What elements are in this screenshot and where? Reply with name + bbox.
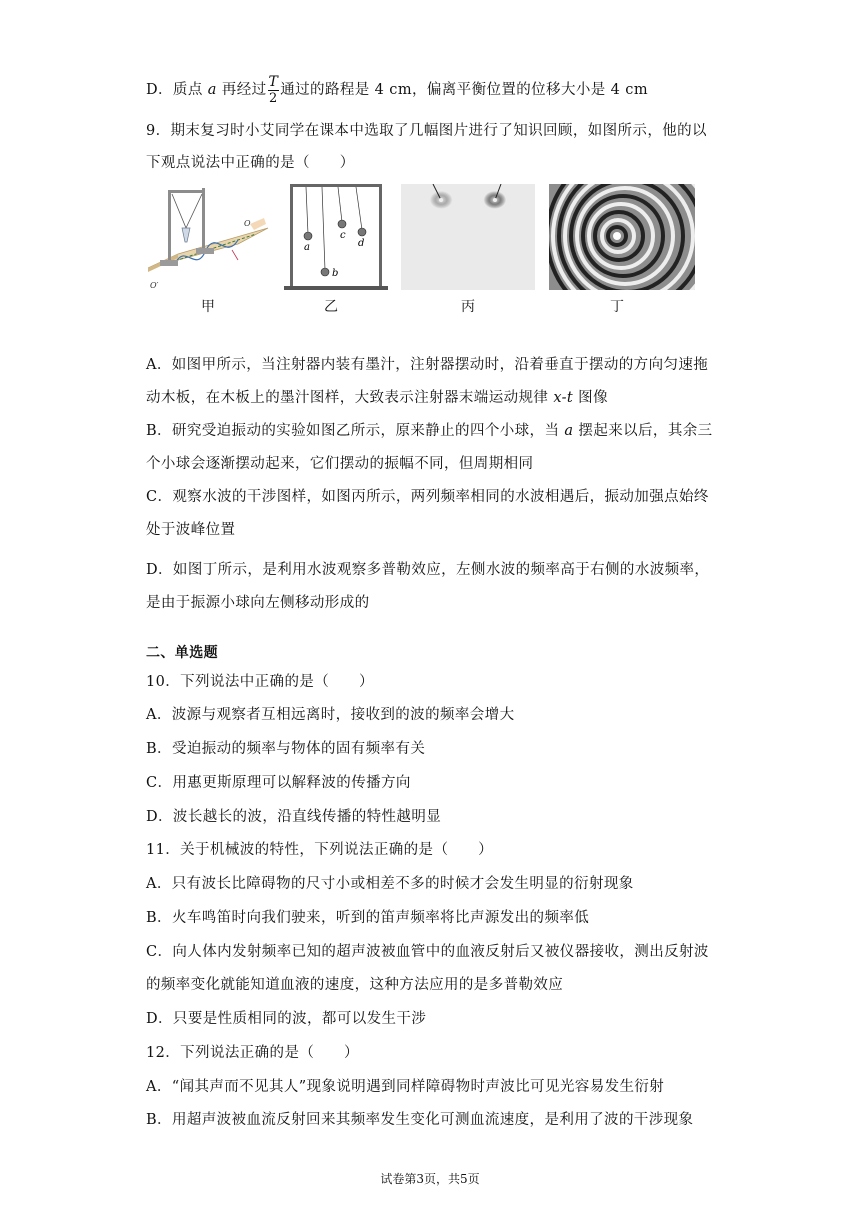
q8-option-d-text-post: 通过的路程是 4 cm，偏离平衡位置的位移大小是 4 cm: [280, 82, 648, 98]
q9-option-b-text-post: 摆起来以后，其余三: [573, 423, 713, 439]
fig-yi-label-d: d: [358, 238, 365, 249]
caption-ding: 丁: [610, 299, 624, 315]
caption-bing: 丙: [461, 299, 475, 315]
q8-option-d-text-mid: 再经过: [216, 82, 267, 98]
q9-option-a-text-post: 图像: [573, 390, 608, 406]
fig-yi-label-c: c: [340, 230, 346, 241]
q9-option-a-line1: A．如图甲所示，当注射器内装有墨汁，注射器摆动时，沿着垂直于摆动的方向匀速拖: [146, 357, 709, 373]
fig-jia-label-o: O: [244, 219, 251, 228]
caption-yi: 乙: [324, 299, 338, 315]
q9-option-b-line1: [146, 419, 713, 440]
q9-option-a-line2: [146, 386, 608, 407]
q11-option-a: A．只有波长比障碍物的尺寸小或相差不多的时候才会发生明显的衍射现象: [146, 876, 634, 892]
page-footer: 试卷第3页，共5页: [380, 1172, 480, 1186]
q10-stem: 10．下列说法中正确的是（ ）: [146, 674, 374, 690]
q9-option-d-line2: 是由于振源小球向左侧移动形成的: [146, 595, 370, 611]
q9-option-a-text: 动木板，在木板上的墨汁图样，大致表示注射器末端运动规律: [146, 390, 554, 406]
q9-option-b-var: a: [564, 423, 574, 439]
q9-option-d-line1: D．如图丁所示，是利用水波观察多普勒效应，左侧水波的频率高于右侧的水波频率，: [146, 562, 710, 578]
q10-option-c: C．用惠更斯原理可以解释波的传播方向: [146, 775, 411, 791]
fig-yi-label-a: a: [304, 242, 310, 253]
q12-stem: 12．下列说法正确的是（ ）: [146, 1045, 359, 1061]
figure-bing-interference: [401, 184, 535, 290]
q9-stem-line1: 9．期末复习时小艾同学在课本中选取了几幅图片进行了知识回顾，如图所示，他的以: [146, 123, 707, 139]
q9-option-c-line1: C．观察水波的干涉图样，如图丙所示，两列频率相同的水波相遇后，振动加强点始终: [146, 489, 709, 505]
q11-option-b: B．火车鸣笛时向我们驶来，听到的笛声频率将比声源发出的频率低: [146, 910, 590, 926]
q8-option-d-var: a: [207, 82, 217, 98]
q12-option-a: A．“闻其声而不见其人”现象说明遇到同样障碍物时声波比可见光容易发生衍射: [146, 1079, 665, 1095]
fraction-numerator: T: [268, 74, 279, 90]
q9-stem-line2: 下观点说法中正确的是（ ）: [146, 155, 355, 171]
caption-jia: 甲: [201, 299, 215, 315]
fraction-t-over-2: [268, 75, 280, 105]
q10-option-b: B．受迫振动的频率与物体的固有频率有关: [146, 741, 426, 757]
figure-jia-syringe-pendulum: [146, 184, 270, 290]
q10-option-a: A．波源与观察者互相远离时，接收到的波的频率会增大: [146, 707, 515, 723]
q11-option-c-line1: C．向人体内发射频率已知的超声波被血管中的血液反射后又被仪器接收，测出反射波: [146, 944, 709, 960]
q9-option-b-line2: 个小球会逐渐摆动起来，它们摆动的振幅不同，但周期相同: [146, 456, 534, 472]
fig-jia-label-o-prime: O′: [150, 281, 159, 290]
q11-stem: 11．关于机械波的特性，下列说法正确的是（ ）: [146, 842, 494, 858]
figure-yi-coupled-pendulums: [284, 184, 388, 290]
fraction-denominator: 2: [269, 91, 278, 106]
figure-ding-doppler: [549, 184, 695, 290]
q9-option-a-var: x-t: [553, 390, 574, 406]
q8-option-d: [146, 75, 648, 105]
q9-option-c-line2: 处于波峰位置: [146, 522, 236, 538]
q8-option-d-text: D．质点: [146, 82, 208, 98]
q11-option-d: D．只要是性质相同的波，都可以发生干涉: [146, 1011, 427, 1027]
q10-option-d: D．波长越长的波，沿直线传播的特性越明显: [146, 809, 442, 825]
section-heading-single-choice: 二、单选题: [146, 645, 218, 661]
q11-option-c-line2: 的频率变化就能知道血液的速度，这种方法应用的是多普勒效应: [146, 977, 564, 993]
q12-option-b: B．用超声波被血流反射回来其频率发生变化可测血流速度，是利用了波的干涉现象: [146, 1112, 694, 1128]
q9-option-b-text: B．研究受迫振动的实验如图乙所示，原来静止的四个小球，当: [146, 423, 565, 439]
fig-yi-label-b: b: [332, 268, 339, 279]
